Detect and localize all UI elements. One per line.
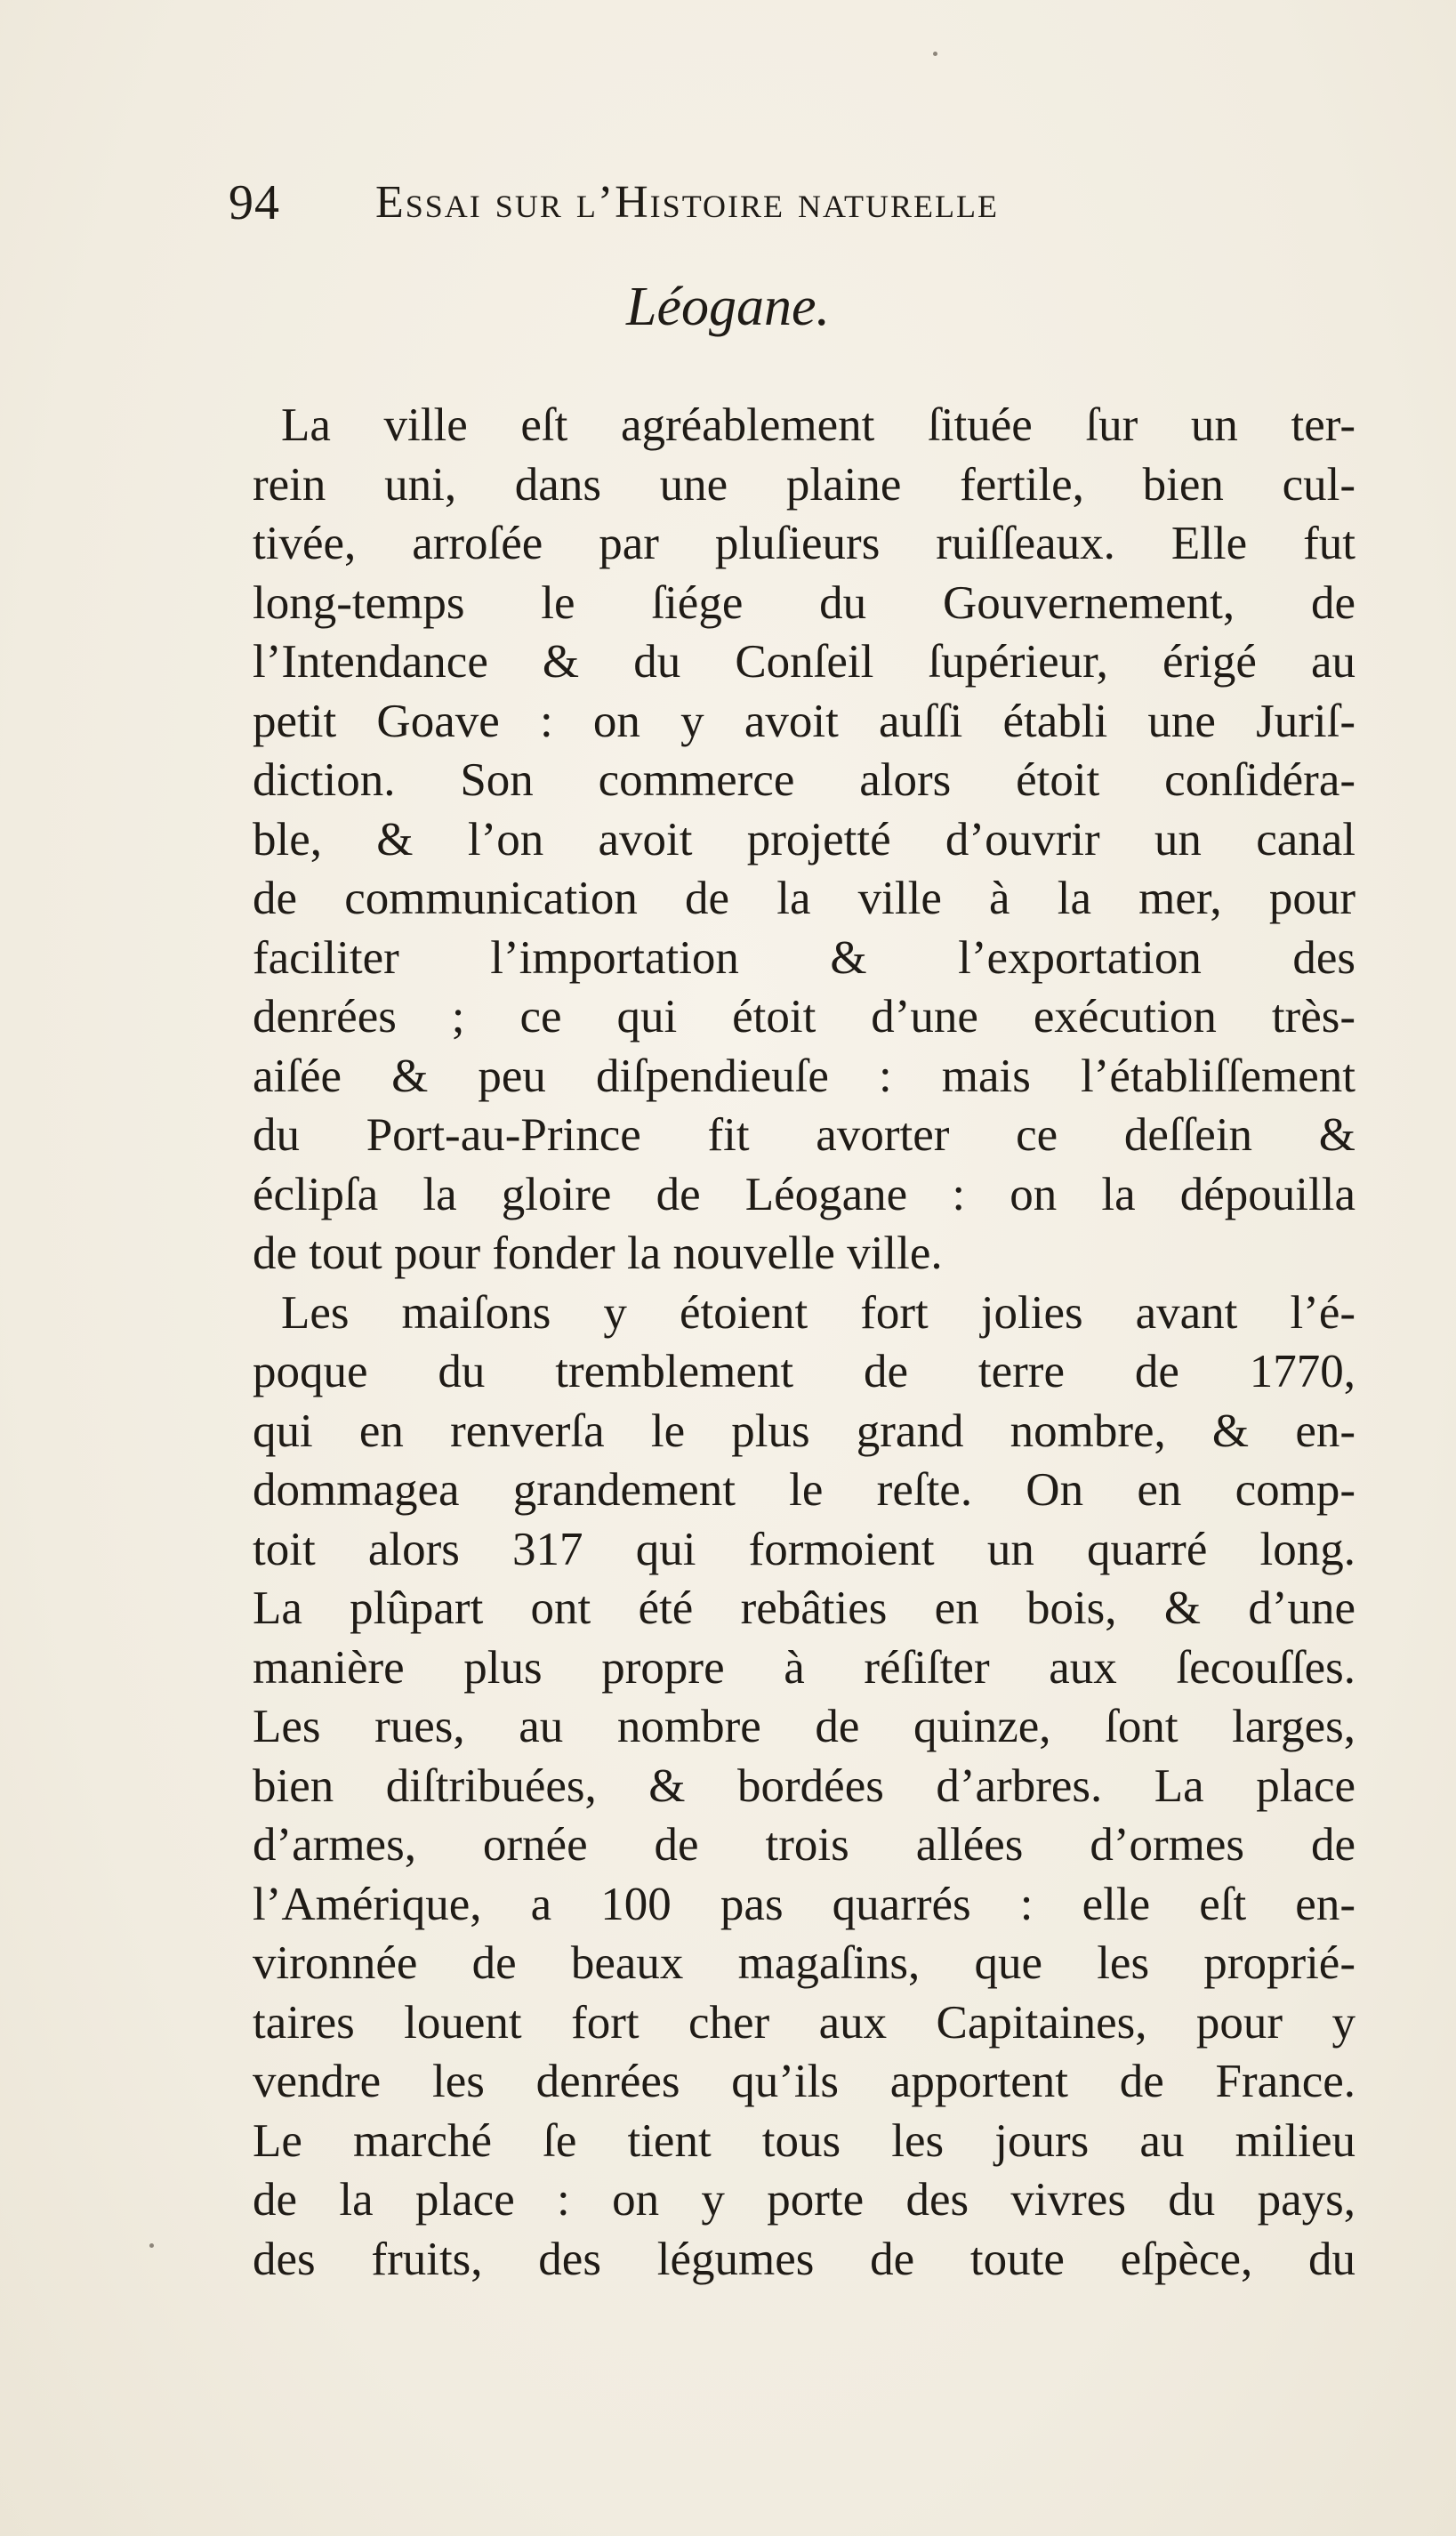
paragraph — [253, 396, 1355, 1284]
text-line: aiſée & peu diſpendieuſe : mais l’établiſſement — [253, 1050, 1355, 1102]
text-line: petit Goave : on y avoit auſſi établi une Juriſ- — [253, 695, 1355, 747]
text-line: des fruits, des légumes de toute eſpèce, du — [253, 2233, 1355, 2285]
running-head: Essai sur l’Histoire naturelle — [375, 177, 999, 228]
paper-speck — [149, 2243, 154, 2248]
text-line: bien diſtribuées, & bordées d’arbres. La place — [253, 1759, 1355, 1812]
section-title: Léogane. — [625, 277, 831, 337]
text-line: manière plus propre à réſiſter aux ſecouſſes. — [253, 1641, 1355, 1694]
text-line: diction. Son commerce alors étoit conſidéra- — [253, 754, 1355, 806]
text-line: La plûpart ont été rebâties en bois, & d’une — [253, 1582, 1355, 1634]
paragraph — [253, 1284, 1355, 2290]
text-line: éclipſa la gloire de Léogane : on la dépouilla — [253, 1168, 1355, 1220]
text-line: toit alors 317 qui formoient un quarré long. — [253, 1523, 1355, 1575]
text-line: vironnée de beaux magaſins, que les proprié- — [253, 1937, 1355, 1989]
text-line: tivée, arroſée par pluſieurs ruiſſeaux. Elle fut — [253, 518, 1355, 569]
text-line: denrées ; ce qui étoit d’une exécution très- — [253, 991, 1355, 1043]
text-line: de la place : on y porte des vivres du pays, — [253, 2174, 1355, 2226]
text-line: dommagea grandement le reſte. On en comp- — [253, 1464, 1355, 1516]
text-line: Le marché ſe tient tous les jours au milieu — [253, 2114, 1355, 2167]
text-line: de tout pour fonder la nouvelle ville. — [253, 1228, 943, 1279]
text-line: La ville eſt agréablement ſituée ſur un ter- — [281, 399, 1355, 451]
paper-speck — [933, 52, 937, 56]
page-header — [229, 167, 1367, 238]
text-line: du Port-au-Prince fit avorter ce deſſein & — [253, 1109, 1355, 1161]
text-line: Les maiſons y étoient fort jolies avant l’é- — [281, 1286, 1355, 1339]
body-text — [253, 396, 1355, 2289]
text-line: Les rues, au nombre de quinze, ſont larges, — [253, 1701, 1355, 1752]
text-line: qui en renverſa le plus grand nombre, & en- — [253, 1405, 1355, 1457]
text-line: poque du tremblement de terre de 1770, — [253, 1346, 1355, 1397]
text-line: rein uni, dans une plaine fertile, bien cul- — [253, 458, 1355, 511]
page-number: 94 — [229, 175, 280, 230]
text-line: ble, & l’on avoit projetté d’ouvrir un canal — [253, 813, 1355, 865]
text-line: l’Amérique, a 100 pas quarrés : elle eſt en- — [253, 1878, 1355, 1930]
text-line: de communication de la ville à la mer, pour — [253, 873, 1355, 924]
text-line: faciliter l’importation & l’exportation des — [253, 931, 1355, 984]
text-line: l’Intendance & du Conſeil ſupérieur, érigé au — [253, 636, 1355, 688]
text-line: vendre les denrées qu’ils apportent de France. — [253, 2056, 1355, 2107]
text-line: long-temps le ſiége du Gouvernement, de — [253, 576, 1355, 629]
text-line: d’armes, ornée de trois allées d’ormes de — [253, 1819, 1355, 1871]
text-line: taires louent fort cher aux Capitaines, pour y — [253, 1996, 1355, 2049]
